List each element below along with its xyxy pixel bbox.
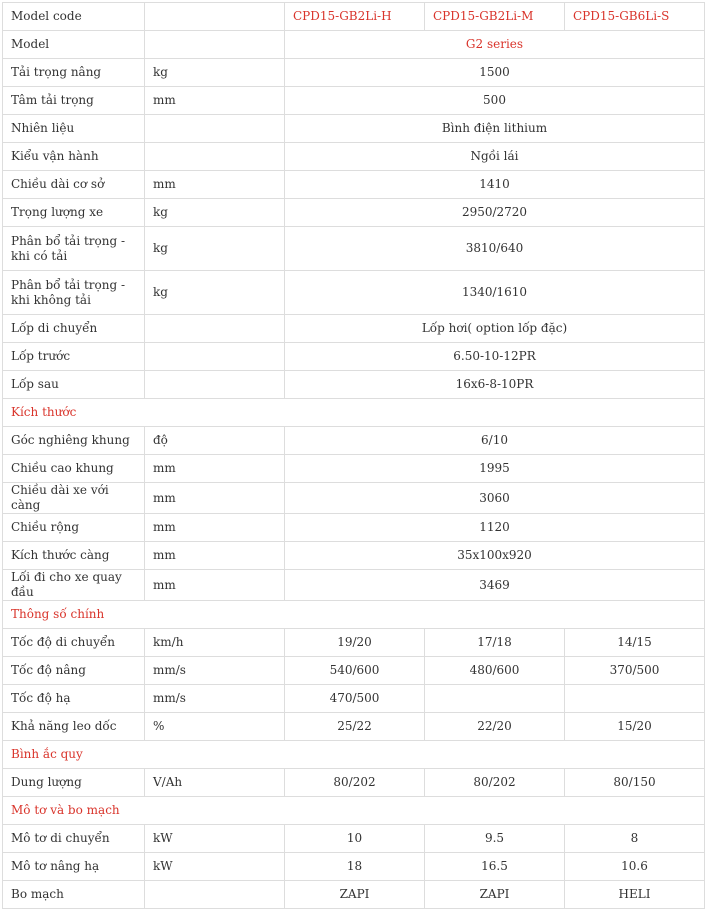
spec-unit: mm	[145, 514, 285, 542]
spec-value-model-3: HELI	[565, 881, 705, 909]
spec-unit: kg	[145, 59, 285, 87]
spec-unit: kg	[145, 227, 285, 271]
spec-unit: %	[145, 713, 285, 741]
spec-unit: độ	[145, 427, 285, 455]
spec-value: 3060	[285, 483, 705, 514]
spec-row	[3, 657, 705, 685]
spec-label: Mô tơ di chuyển	[3, 825, 145, 853]
spec-unit	[145, 881, 285, 909]
spec-unit	[145, 115, 285, 143]
spec-value-model-1: 25/22	[285, 713, 425, 741]
section-battery-title: Bình ắc quy	[3, 741, 705, 769]
spec-label: Phân bổ tải trọng - khi có tải	[3, 227, 145, 271]
spec-row	[3, 199, 705, 227]
spec-row	[3, 143, 705, 171]
section-main-specs	[3, 601, 705, 629]
spec-value-model-1: 540/600	[285, 657, 425, 685]
spec-value-model-3: 15/20	[565, 713, 705, 741]
model-series: G2 series	[285, 31, 705, 59]
model-code-m: CPD15-GB2Li-M	[425, 3, 565, 31]
spec-row	[3, 171, 705, 199]
spec-row	[3, 59, 705, 87]
spec-label: Dung lượng	[3, 769, 145, 797]
spec-value-model-2: 17/18	[425, 629, 565, 657]
spec-value-model-1: 19/20	[285, 629, 425, 657]
spec-value: 16x6-8-10PR	[285, 371, 705, 399]
spec-label: Khả năng leo dốc	[3, 713, 145, 741]
spec-value: 1410	[285, 171, 705, 199]
section-dimensions	[3, 399, 705, 427]
spec-row	[3, 271, 705, 315]
spec-label: Tải trọng nâng	[3, 59, 145, 87]
spec-unit: mm	[145, 570, 285, 601]
spec-value-model-2: ZAPI	[425, 881, 565, 909]
spec-value: 1120	[285, 514, 705, 542]
spec-row	[3, 769, 705, 797]
spec-value: 6.50-10-12PR	[285, 343, 705, 371]
spec-value-model-2: 16.5	[425, 853, 565, 881]
spec-row	[3, 483, 705, 514]
spec-unit	[145, 343, 285, 371]
spec-row	[3, 514, 705, 542]
spec-label: Tốc độ hạ	[3, 685, 145, 713]
model-code-unit	[145, 3, 285, 31]
spec-row	[3, 87, 705, 115]
spec-label: Trọng lượng xe	[3, 199, 145, 227]
spec-value-model-2: 9.5	[425, 825, 565, 853]
spec-value: 6/10	[285, 427, 705, 455]
spec-value-model-3: 14/15	[565, 629, 705, 657]
spec-value-model-2: 80/202	[425, 769, 565, 797]
spec-label: Lốp di chuyển	[3, 315, 145, 343]
spec-unit: kg	[145, 271, 285, 315]
spec-value-model-2	[425, 685, 565, 713]
spec-row	[3, 542, 705, 570]
spec-value: 1340/1610	[285, 271, 705, 315]
spec-table-body	[3, 3, 705, 909]
spec-label: Lối đi cho xe quay đầu	[3, 570, 145, 601]
spec-row	[3, 427, 705, 455]
section-motor	[3, 797, 705, 825]
model-code-s: CPD15-GB6Li-S	[565, 3, 705, 31]
spec-value-model-3: 80/150	[565, 769, 705, 797]
spec-value: 1500	[285, 59, 705, 87]
spec-value-model-3: 370/500	[565, 657, 705, 685]
model-row	[3, 31, 705, 59]
section-battery	[3, 741, 705, 769]
model-code-row	[3, 3, 705, 31]
section-main-specs-title: Thông số chính	[3, 601, 705, 629]
spec-row	[3, 853, 705, 881]
spec-unit: kg	[145, 199, 285, 227]
spec-label: Nhiên liệu	[3, 115, 145, 143]
spec-label: Lốp sau	[3, 371, 145, 399]
spec-label: Tâm tải trọng	[3, 87, 145, 115]
spec-label: Tốc độ nâng	[3, 657, 145, 685]
spec-value: 500	[285, 87, 705, 115]
spec-label: Góc nghiêng khung	[3, 427, 145, 455]
spec-row	[3, 115, 705, 143]
spec-unit: mm/s	[145, 685, 285, 713]
spec-value-model-2: 480/600	[425, 657, 565, 685]
spec-value-model-1: 18	[285, 853, 425, 881]
spec-unit: V/Ah	[145, 769, 285, 797]
spec-unit: mm	[145, 171, 285, 199]
section-dimensions-title: Kích thước	[3, 399, 705, 427]
model-label: Model	[3, 31, 145, 59]
spec-unit: mm	[145, 542, 285, 570]
spec-row	[3, 315, 705, 343]
spec-unit: kW	[145, 825, 285, 853]
spec-label: Chiều dài xe với càng	[3, 483, 145, 514]
section-motor-title: Mô tơ và bo mạch	[3, 797, 705, 825]
spec-value-model-3: 10.6	[565, 853, 705, 881]
spec-value: 35x100x920	[285, 542, 705, 570]
spec-row	[3, 455, 705, 483]
spec-unit	[145, 315, 285, 343]
spec-value-model-1: ZAPI	[285, 881, 425, 909]
spec-row	[3, 825, 705, 853]
spec-value-model-1: 10	[285, 825, 425, 853]
model-code-h: CPD15-GB2Li-H	[285, 3, 425, 31]
spec-label: Chiều cao khung	[3, 455, 145, 483]
spec-row	[3, 227, 705, 271]
spec-label: Mô tơ nâng hạ	[3, 853, 145, 881]
spec-unit	[145, 371, 285, 399]
spec-row	[3, 685, 705, 713]
spec-label: Bo mạch	[3, 881, 145, 909]
spec-value: 3469	[285, 570, 705, 601]
spec-label: Kiểu vận hành	[3, 143, 145, 171]
model-unit	[145, 31, 285, 59]
model-code-label: Model code	[3, 3, 145, 31]
spec-row	[3, 713, 705, 741]
spec-label: Phân bổ tải trọng - khi không tải	[3, 271, 145, 315]
spec-label: Kích thước càng	[3, 542, 145, 570]
spec-row	[3, 881, 705, 909]
spec-row	[3, 629, 705, 657]
spec-value: 1995	[285, 455, 705, 483]
spec-unit: mm	[145, 483, 285, 514]
spec-unit: mm	[145, 87, 285, 115]
spec-value-model-3: 8	[565, 825, 705, 853]
spec-value: Lốp hơi( option lốp đặc)	[285, 315, 705, 343]
spec-unit: km/h	[145, 629, 285, 657]
spec-label: Lốp trước	[3, 343, 145, 371]
spec-label: Chiều dài cơ sở	[3, 171, 145, 199]
spec-value-model-2: 22/20	[425, 713, 565, 741]
spec-label: Tốc độ di chuyển	[3, 629, 145, 657]
spec-label: Chiều rộng	[3, 514, 145, 542]
spec-unit: kW	[145, 853, 285, 881]
spec-table	[2, 2, 705, 909]
spec-row	[3, 343, 705, 371]
spec-value: 3810/640	[285, 227, 705, 271]
spec-unit: mm	[145, 455, 285, 483]
spec-value: Bình điện lithium	[285, 115, 705, 143]
spec-row	[3, 371, 705, 399]
spec-unit	[145, 143, 285, 171]
spec-unit: mm/s	[145, 657, 285, 685]
spec-value-model-1: 80/202	[285, 769, 425, 797]
spec-value: Ngồi lái	[285, 143, 705, 171]
spec-row	[3, 570, 705, 601]
spec-value-model-3	[565, 685, 705, 713]
spec-value: 2950/2720	[285, 199, 705, 227]
spec-value-model-1: 470/500	[285, 685, 425, 713]
